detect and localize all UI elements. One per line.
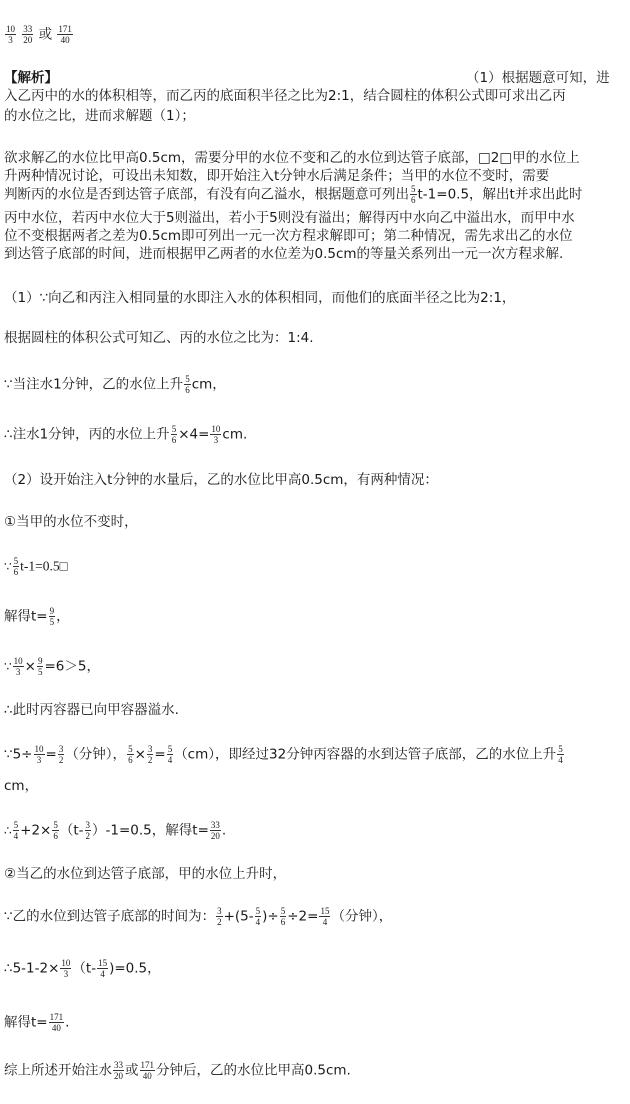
text: t-1=0.5□: [20, 558, 68, 574]
text: （t-: [59, 822, 84, 839]
text: +(5-: [223, 908, 254, 925]
case-heading: ②当乙的水位到达管子底部，甲的水位上升时，: [4, 866, 287, 882]
text: ∵: [4, 559, 12, 574]
equation-line: [4, 820, 226, 841]
text: ∴5-1-2×: [4, 960, 60, 977]
fraction: $\frac{3}{2}$: [217, 906, 222, 927]
fraction: $\frac{33}{20}$: [114, 1060, 123, 1081]
text: t-1=0.5，解出t并求出此时: [417, 186, 583, 203]
fraction: $\frac{3}{2}$: [58, 744, 64, 765]
conclusion-line: [4, 1060, 351, 1081]
fraction: $\frac{5}{6}$: [13, 556, 19, 577]
text: +2×: [20, 822, 52, 839]
text: 或: [125, 1062, 139, 1079]
case-heading: ①当甲的水位不变时，: [4, 514, 138, 530]
text: （cm），即经过32分钟丙容器的水到达管子底部，乙的水位上升: [174, 746, 557, 763]
equation-line: [4, 556, 68, 577]
text: 判断丙的水位是否到达管子底部，有没有向乙溢水，根据题意可列出: [4, 186, 409, 203]
fraction: $\frac{5}{6}$: [53, 820, 58, 841]
fraction: $\frac{5}{4}$: [558, 744, 563, 765]
check-line: [4, 656, 100, 677]
text: （分钟），: [65, 746, 127, 763]
text: ×: [134, 746, 146, 763]
solution-line: [4, 606, 70, 627]
fraction: $\frac{10}{3}$: [13, 656, 23, 677]
fraction: $\frac{171}{40}$: [140, 1060, 154, 1081]
fraction: $\frac{5}{4}$: [167, 744, 173, 765]
text: （t-: [72, 960, 97, 977]
fraction: $\frac{10}{3}$: [6, 24, 15, 45]
part1-line: 根据圆柱的体积公式可知乙、丙的水位之比为：1:4.: [4, 330, 314, 346]
text: ，: [56, 608, 70, 625]
text: ∵5÷: [4, 746, 33, 763]
analysis-heading: [4, 70, 624, 86]
part1-line: [4, 424, 247, 445]
fraction: $\frac{5}{6}$: [128, 744, 133, 765]
text: ∵乙的水位到达管子底部的时间为：: [4, 908, 216, 925]
fraction: $\frac{171}{40}$: [49, 1012, 64, 1033]
part2-line: （2）设开始注入t分钟的水量后，乙的水位比甲高0.5cm，有两种情况：: [4, 472, 438, 488]
fraction: $\frac{10}{3}$: [61, 958, 71, 979]
text: 解得t=: [4, 608, 48, 625]
answer-line: [4, 24, 74, 45]
solution-line: [4, 1012, 69, 1033]
fraction: $\frac{3}{2}$: [147, 744, 153, 765]
text: ×4=: [178, 426, 210, 443]
analysis-line: 升两种情况讨论，可设出未知数，即开始注入t分钟水后满足条件；当甲的水位不变时，需要: [4, 168, 550, 184]
analysis-line: 到达管子底部的时间，进而根据甲乙两者的水位差为0.5cm的等量关系列出一元一次方程求解.: [4, 246, 564, 262]
fraction: $\frac{33}{20}$: [23, 24, 33, 45]
fraction: $\frac{3}{2}$: [85, 820, 91, 841]
text: 解得t=: [4, 1014, 48, 1031]
or-text: 或: [38, 26, 53, 43]
fraction: $\frac{9}{5}$: [37, 656, 43, 677]
text: )÷: [262, 908, 279, 925]
fraction: $\frac{171}{40}$: [58, 24, 72, 45]
analysis-line: 的水位之比，进而求解题（1）；: [4, 108, 195, 124]
text: ∵: [4, 659, 12, 674]
text: 综上所述开始注水: [4, 1062, 112, 1079]
equation-line: [4, 958, 161, 979]
time-line: [4, 744, 565, 765]
text: =: [154, 746, 166, 763]
analysis-line: 欲求解乙的水位比甲高0.5cm，需要分甲的水位不变和乙的水位到达管子底部，□2□甲的水位上: [4, 150, 580, 166]
fraction: $\frac{15}{4}$: [98, 958, 108, 979]
text: ∴: [4, 823, 12, 838]
text: cm，: [191, 376, 226, 393]
fraction: $\frac{10}{3}$: [211, 424, 221, 445]
text: )=0.5，: [109, 960, 161, 977]
fraction: $\frac{33}{20}$: [210, 820, 220, 841]
analysis-line: 丙中水位，若丙中水位大于5则溢出，若小于5则没有溢出；解得丙中水向乙中溢出水，而甲中水: [4, 210, 575, 226]
fraction: $\frac{5}{6}$: [280, 906, 286, 927]
text: cm.: [222, 426, 248, 443]
fraction: $\frac{15}{4}$: [320, 906, 330, 927]
text: 分钟后，乙的水位比甲高0.5cm.: [156, 1062, 351, 1079]
text: =: [45, 746, 57, 763]
fraction: $\frac{5}{6}$: [185, 374, 190, 395]
fraction: $\frac{5}{4}$: [13, 820, 19, 841]
text: （分钟），: [331, 908, 393, 925]
fraction: $\frac{5}{6}$: [171, 424, 177, 445]
fraction: $\frac{10}{3}$: [34, 744, 44, 765]
text: .: [65, 1014, 70, 1031]
part1-line: [4, 374, 226, 395]
time-line-cont: cm，: [4, 778, 39, 794]
overflow-line: ∴此时丙容器已向甲容器溢水.: [4, 702, 179, 718]
text: ÷2=: [287, 908, 319, 925]
fraction: $\frac{5}{4}$: [255, 906, 261, 927]
fraction: $\frac{5}{6}$: [411, 184, 416, 205]
part1-line: （1）∵向乙和丙注入相同量的水即注入水的体积相同，而他们的底面半径之比为2:1，: [4, 290, 516, 306]
analysis-label: 【解析】: [4, 70, 58, 86]
time-line: [4, 906, 392, 927]
analysis-line: 入乙丙中的水的体积相等，而乙丙的底面积半径之比为2:1，结合圆柱的体积公式即可求出乙丙: [4, 88, 566, 104]
analysis-intro-right: （1）根据题意可知，进: [466, 70, 610, 86]
text: ×: [24, 658, 36, 675]
text: ∴注水1分钟，丙的水位上升: [4, 426, 170, 443]
fraction: $\frac{9}{5}$: [49, 606, 55, 627]
text: ∵当注水1分钟，乙的水位上升: [4, 376, 184, 393]
text: .: [221, 822, 227, 839]
analysis-line: [4, 184, 582, 205]
text: =6＞5，: [44, 658, 100, 675]
analysis-line: 位不变根据两者之差为0.5cm即可列出一元一次方程求解即可；第二种情况，需先求出乙的水位: [4, 228, 573, 244]
text: ）-1=0.5，解得t=: [92, 822, 209, 839]
